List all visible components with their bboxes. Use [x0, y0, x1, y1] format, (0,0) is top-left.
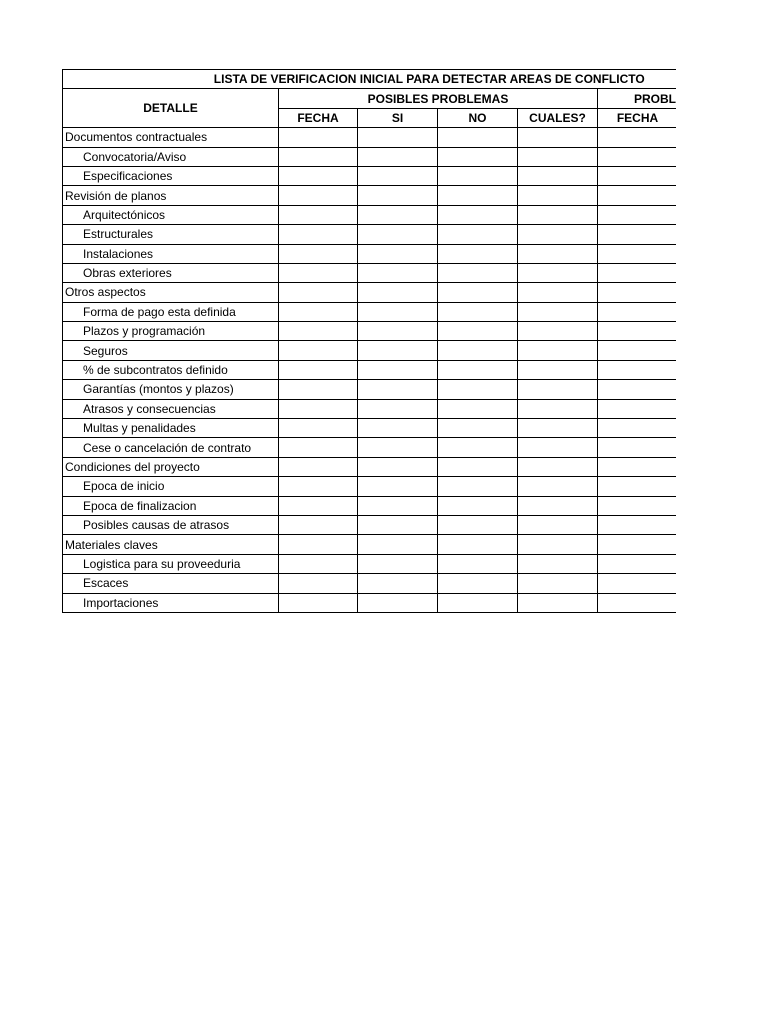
- checklist-cell[interactable]: [279, 554, 358, 573]
- item-row: [63, 302, 677, 321]
- checklist-cell[interactable]: [518, 360, 598, 379]
- item-label: Especificaciones: [63, 166, 279, 185]
- checklist-cell[interactable]: [358, 438, 438, 457]
- item-label: Multas y penalidades: [63, 419, 279, 438]
- checklist-cell[interactable]: [358, 477, 438, 496]
- checklist-cell[interactable]: [518, 283, 598, 302]
- checklist-cell[interactable]: [358, 263, 438, 282]
- checklist-cell[interactable]: [438, 205, 518, 224]
- checklist-cell[interactable]: [438, 574, 518, 593]
- item-label: Cese o cancelación de contrato: [63, 438, 279, 457]
- checklist-cell[interactable]: [438, 341, 518, 360]
- second-group-header: PROBL: [598, 89, 677, 108]
- checklist-cell[interactable]: [438, 593, 518, 612]
- checklist-cell[interactable]: [598, 263, 677, 282]
- item-row: [63, 147, 677, 166]
- col-header-cuales: CUALES?: [518, 108, 598, 127]
- checklist-cell[interactable]: [279, 302, 358, 321]
- checklist-cell[interactable]: [358, 244, 438, 263]
- checklist-cell[interactable]: [518, 515, 598, 534]
- checklist-cell[interactable]: [279, 380, 358, 399]
- checklist-cell[interactable]: [518, 302, 598, 321]
- checklist-cell[interactable]: [598, 380, 677, 399]
- checklist-cell[interactable]: [518, 186, 598, 205]
- category-row: [63, 457, 677, 476]
- checklist-cell[interactable]: [358, 341, 438, 360]
- item-row: [63, 244, 677, 263]
- checklist-cell[interactable]: [279, 283, 358, 302]
- category-label: Otros aspectos: [63, 283, 279, 302]
- item-label: Arquitectónicos: [63, 205, 279, 224]
- checklist-cell[interactable]: [518, 244, 598, 263]
- category-label: Materiales claves: [63, 535, 279, 554]
- checklist-cell[interactable]: [598, 515, 677, 534]
- item-row: [63, 515, 677, 534]
- category-row: [63, 186, 677, 205]
- checklist-cell[interactable]: [518, 322, 598, 341]
- item-label: Epoca de finalizacion: [63, 496, 279, 515]
- checklist-cell[interactable]: [438, 419, 518, 438]
- checklist-cell[interactable]: [279, 166, 358, 185]
- checklist-cell[interactable]: [598, 399, 677, 418]
- checklist-cell[interactable]: [438, 535, 518, 554]
- checklist-cell[interactable]: [598, 438, 677, 457]
- item-row: [63, 399, 677, 418]
- checklist-cell[interactable]: [518, 457, 598, 476]
- checklist-cell[interactable]: [438, 496, 518, 515]
- checklist-cell[interactable]: [279, 205, 358, 224]
- item-label: % de subcontratos definido: [63, 360, 279, 379]
- checklist-cell[interactable]: [279, 477, 358, 496]
- checklist-cell[interactable]: [438, 380, 518, 399]
- checklist-cell[interactable]: [518, 593, 598, 612]
- checklist-cell[interactable]: [358, 554, 438, 573]
- checklist-cell[interactable]: [358, 322, 438, 341]
- item-row: [63, 322, 677, 341]
- checklist-cell[interactable]: [598, 593, 677, 612]
- checklist-cell[interactable]: [358, 186, 438, 205]
- checklist-cell[interactable]: [438, 457, 518, 476]
- checklist-cell[interactable]: [279, 438, 358, 457]
- posibles-problemas-header: POSIBLES PROBLEMAS: [279, 89, 598, 108]
- item-label: Atrasos y consecuencias: [63, 399, 279, 418]
- checklist-cell[interactable]: [438, 302, 518, 321]
- category-label: Revisión de planos: [63, 186, 279, 205]
- checklist-cell[interactable]: [518, 535, 598, 554]
- checklist-cell[interactable]: [598, 205, 677, 224]
- item-row: [63, 438, 677, 457]
- group-header-row: [63, 89, 677, 108]
- checklist-cell[interactable]: [438, 147, 518, 166]
- item-row: [63, 263, 677, 282]
- checklist-cell[interactable]: [518, 128, 598, 147]
- checklist-cell[interactable]: [598, 244, 677, 263]
- item-row: [63, 554, 677, 573]
- checklist-cell[interactable]: [518, 419, 598, 438]
- checklist-cell[interactable]: [279, 322, 358, 341]
- item-row: [63, 225, 677, 244]
- checklist-cell[interactable]: [279, 419, 358, 438]
- checklist-cell[interactable]: [358, 283, 438, 302]
- checklist-cell[interactable]: [358, 225, 438, 244]
- item-label: Importaciones: [63, 593, 279, 612]
- checklist-cell[interactable]: [518, 147, 598, 166]
- checklist-cell[interactable]: [358, 147, 438, 166]
- item-row: [63, 166, 677, 185]
- checklist-cell[interactable]: [518, 399, 598, 418]
- checklist-cell[interactable]: [598, 360, 677, 379]
- checklist-cell[interactable]: [358, 380, 438, 399]
- checklist-cell[interactable]: [358, 399, 438, 418]
- checklist-cell[interactable]: [438, 128, 518, 147]
- checklist-cell[interactable]: [279, 244, 358, 263]
- checklist-cell[interactable]: [358, 302, 438, 321]
- checklist-cell[interactable]: [598, 322, 677, 341]
- checklist-cell[interactable]: [358, 593, 438, 612]
- item-label: Logistica para su proveeduria: [63, 554, 279, 573]
- category-label: Condiciones del proyecto: [63, 457, 279, 476]
- item-row: [63, 593, 677, 612]
- checklist-cell[interactable]: [518, 166, 598, 185]
- checklist-cell[interactable]: [598, 225, 677, 244]
- checklist-cell[interactable]: [279, 263, 358, 282]
- item-label: Obras exteriores: [63, 263, 279, 282]
- checklist-cell[interactable]: [598, 477, 677, 496]
- checklist-cell[interactable]: [598, 166, 677, 185]
- item-label: Forma de pago esta definida: [63, 302, 279, 321]
- item-row: [63, 419, 677, 438]
- checklist-cell[interactable]: [358, 360, 438, 379]
- checklist-cell[interactable]: [279, 535, 358, 554]
- checklist-cell[interactable]: [279, 225, 358, 244]
- checklist-cell[interactable]: [358, 128, 438, 147]
- item-row: [63, 360, 677, 379]
- checklist-cell[interactable]: [518, 263, 598, 282]
- checklist-cell[interactable]: [518, 554, 598, 573]
- checklist-cell[interactable]: [358, 535, 438, 554]
- item-label: Epoca de inicio: [63, 477, 279, 496]
- checklist-cell[interactable]: [598, 496, 677, 515]
- category-row: [63, 535, 677, 554]
- checklist-cell[interactable]: [279, 574, 358, 593]
- checklist-cell[interactable]: [279, 128, 358, 147]
- checklist-cell[interactable]: [279, 341, 358, 360]
- checklist-cell[interactable]: [438, 244, 518, 263]
- checklist-cell[interactable]: [518, 225, 598, 244]
- checklist-cell[interactable]: [438, 166, 518, 185]
- item-label: Escaces: [63, 574, 279, 593]
- checklist-cell[interactable]: [518, 438, 598, 457]
- checklist-cell[interactable]: [518, 380, 598, 399]
- item-label: Seguros: [63, 341, 279, 360]
- checklist-cell[interactable]: [598, 186, 677, 205]
- checklist-cell[interactable]: [438, 322, 518, 341]
- checklist-cell[interactable]: [438, 225, 518, 244]
- checklist-cell[interactable]: [438, 438, 518, 457]
- checklist-cell[interactable]: [518, 477, 598, 496]
- checklist-cell[interactable]: [358, 574, 438, 593]
- category-row: [63, 283, 677, 302]
- checklist-cell[interactable]: [279, 515, 358, 534]
- checklist-cell[interactable]: [518, 496, 598, 515]
- checklist-cell[interactable]: [598, 128, 677, 147]
- checklist-cell[interactable]: [598, 302, 677, 321]
- item-row: [63, 496, 677, 515]
- category-row: [63, 128, 677, 147]
- item-label: Convocatoria/Aviso: [63, 147, 279, 166]
- checklist-cell[interactable]: [438, 360, 518, 379]
- checklist-cell[interactable]: [279, 186, 358, 205]
- item-label: Plazos y programación: [63, 322, 279, 341]
- col-header-fecha: FECHA: [279, 108, 358, 127]
- item-label: Posibles causas de atrasos: [63, 515, 279, 534]
- col-header-fecha-2: FECHA: [598, 108, 677, 127]
- checklist-cell[interactable]: [279, 593, 358, 612]
- checklist-cell[interactable]: [358, 419, 438, 438]
- checklist-cell[interactable]: [518, 341, 598, 360]
- checklist-cell[interactable]: [598, 283, 677, 302]
- checklist-cell[interactable]: [279, 147, 358, 166]
- col-header-si: SI: [358, 108, 438, 127]
- checklist-cell[interactable]: [598, 147, 677, 166]
- spreadsheet-viewport: [62, 69, 676, 613]
- checklist-cell[interactable]: [438, 399, 518, 418]
- checklist-cell[interactable]: [438, 283, 518, 302]
- checklist-cell[interactable]: [438, 554, 518, 573]
- checklist-cell[interactable]: [598, 574, 677, 593]
- checklist-cell[interactable]: [279, 360, 358, 379]
- checklist-cell[interactable]: [358, 515, 438, 534]
- checklist-cell[interactable]: [279, 399, 358, 418]
- checklist-cell[interactable]: [358, 496, 438, 515]
- col-header-no: NO: [438, 108, 518, 127]
- checklist-cell[interactable]: [598, 457, 677, 476]
- category-label: Documentos contractuales: [63, 128, 279, 147]
- title-row: [63, 70, 677, 89]
- item-row: [63, 477, 677, 496]
- checklist-cell[interactable]: [598, 341, 677, 360]
- item-row: [63, 205, 677, 224]
- item-row: [63, 574, 677, 593]
- item-label: Estructurales: [63, 225, 279, 244]
- detalle-header: DETALLE: [63, 89, 279, 128]
- checklist-cell[interactable]: [598, 535, 677, 554]
- checklist-cell[interactable]: [279, 457, 358, 476]
- checklist-cell[interactable]: [598, 419, 677, 438]
- item-row: [63, 341, 677, 360]
- checklist-cell[interactable]: [358, 457, 438, 476]
- checklist-cell[interactable]: [358, 205, 438, 224]
- checklist-cell[interactable]: [598, 554, 677, 573]
- checklist-cell[interactable]: [438, 515, 518, 534]
- item-row: [63, 380, 677, 399]
- checklist-cell[interactable]: [279, 496, 358, 515]
- checklist-cell[interactable]: [438, 263, 518, 282]
- item-label: Garantías (montos y plazos): [63, 380, 279, 399]
- checklist-cell[interactable]: [438, 186, 518, 205]
- checklist-cell[interactable]: [358, 166, 438, 185]
- checklist-cell[interactable]: [438, 477, 518, 496]
- item-label: Instalaciones: [63, 244, 279, 263]
- checklist-table: [62, 69, 676, 613]
- checklist-cell[interactable]: [518, 205, 598, 224]
- sheet-title: LISTA DE VERIFICACION INICIAL PARA DETECTAR AREAS DE CONFLICTO: [63, 70, 677, 89]
- checklist-cell[interactable]: [518, 574, 598, 593]
